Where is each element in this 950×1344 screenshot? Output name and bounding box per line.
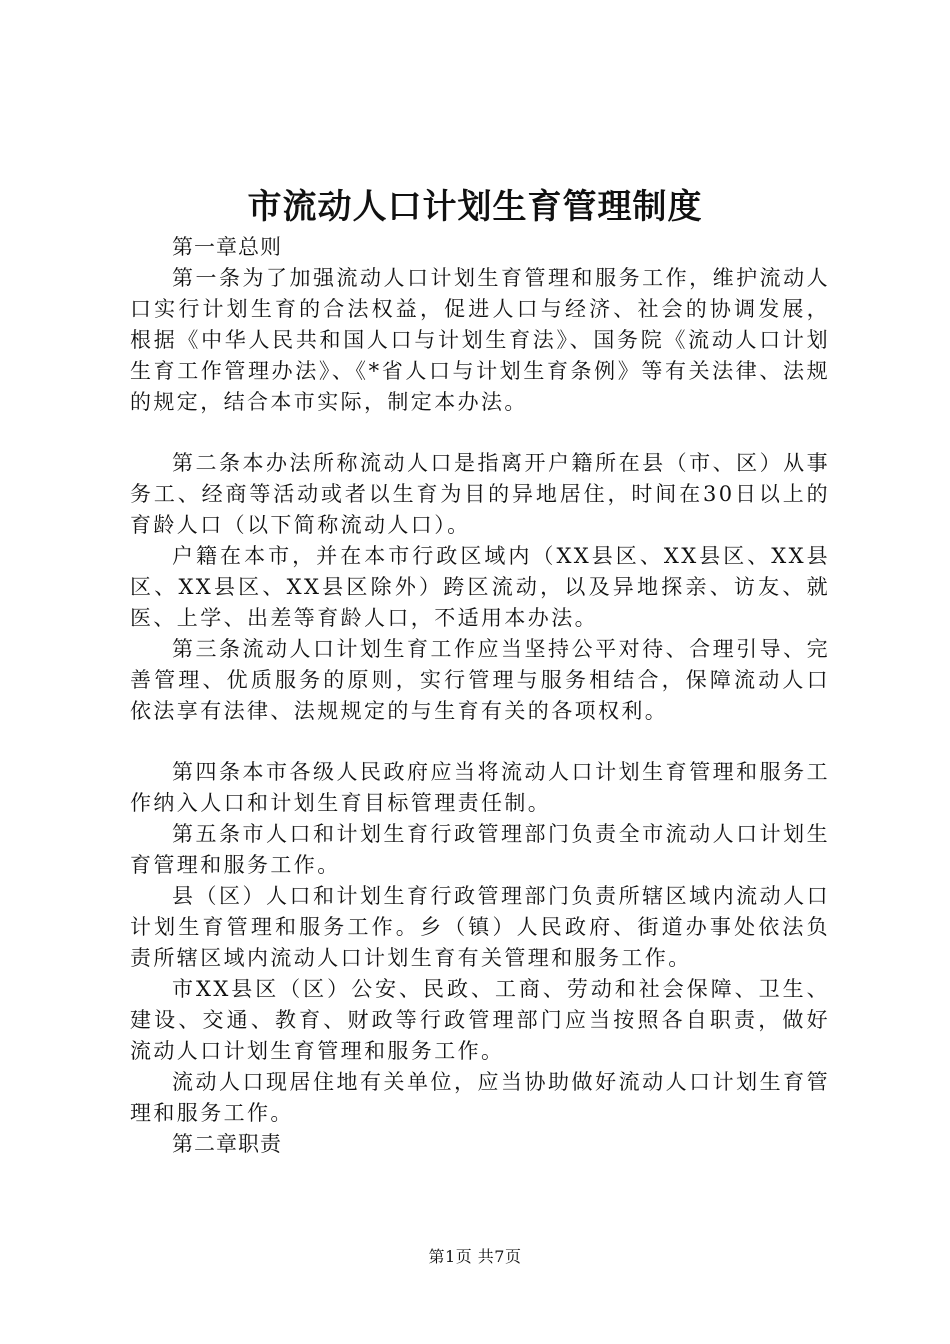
article-paragraph: 户籍在本市，并在本市行政区域内（XX县区、XX县区、XX县区、XX县区、XX县区除外）跨区流动，以及异地探亲、访友、就医、上学、出差等育龄人口，不适用本办法。 [130, 544, 830, 630]
chapter-heading: 第一章总则 [172, 235, 282, 259]
article-paragraph: 市XX县区（区）公安、民政、工商、劳动和社会保障、卫生、建设、交通、教育、财政等行政管理部门应当按照各自职责，做好流动人口计划生育管理和服务工作。 [130, 977, 830, 1063]
article-paragraph: 第三条流动人口计划生育工作应当坚持公平对待、合理引导、完善管理、优质服务的原则，实行管理与服务相结合，保障流动人口依法享有法律、法规规定的与生育有关的各项权利。 [130, 637, 830, 723]
article-paragraph: 第四条本市各级人民政府应当将流动人口计划生育管理和服务工作纳入人口和计划生育目标管理责任制。 [130, 760, 830, 815]
article-paragraph: 县（区）人口和计划生育行政管理部门负责所辖区域内流动人口计划生育管理和服务工作。乡（镇）人民政府、街道办事处依法负责所辖区域内流动人口计划生育有关管理和服务工作。 [130, 884, 830, 970]
page-number-footer: 第1页 共7页 [428, 1247, 522, 1266]
article-paragraph: 流动人口现居住地有关单位，应当协助做好流动人口计划生育管理和服务工作。 [130, 1070, 830, 1125]
article-paragraph: 第五条市人口和计划生育行政管理部门负责全市流动人口计划生育管理和服务工作。 [130, 822, 830, 877]
document-title: 市流动人口计划生育管理制度 [247, 187, 703, 227]
article-paragraph: 第二条本办法所称流动人口是指离开户籍所在县（市、区）从事务工、经商等活动或者以生育为目的异地居住，时间在30日以上的育龄人口（以下简称流动人口）。 [130, 451, 830, 537]
document-body [130, 232, 830, 1160]
chapter-heading: 第二章职责 [172, 1132, 282, 1156]
article-paragraph: 第一条为了加强流动人口计划生育管理和服务工作，维护流动人口实行计划生育的合法权益，促进人口与经济、社会的协调发展，根据《中华人民共和国人口与计划生育法》、国务院《流动人口计划生育工作管理办法》、《*省人口与计划生育条例》等有关法律、法规的规定，结合本市实际，制定本办法。 [130, 266, 830, 414]
